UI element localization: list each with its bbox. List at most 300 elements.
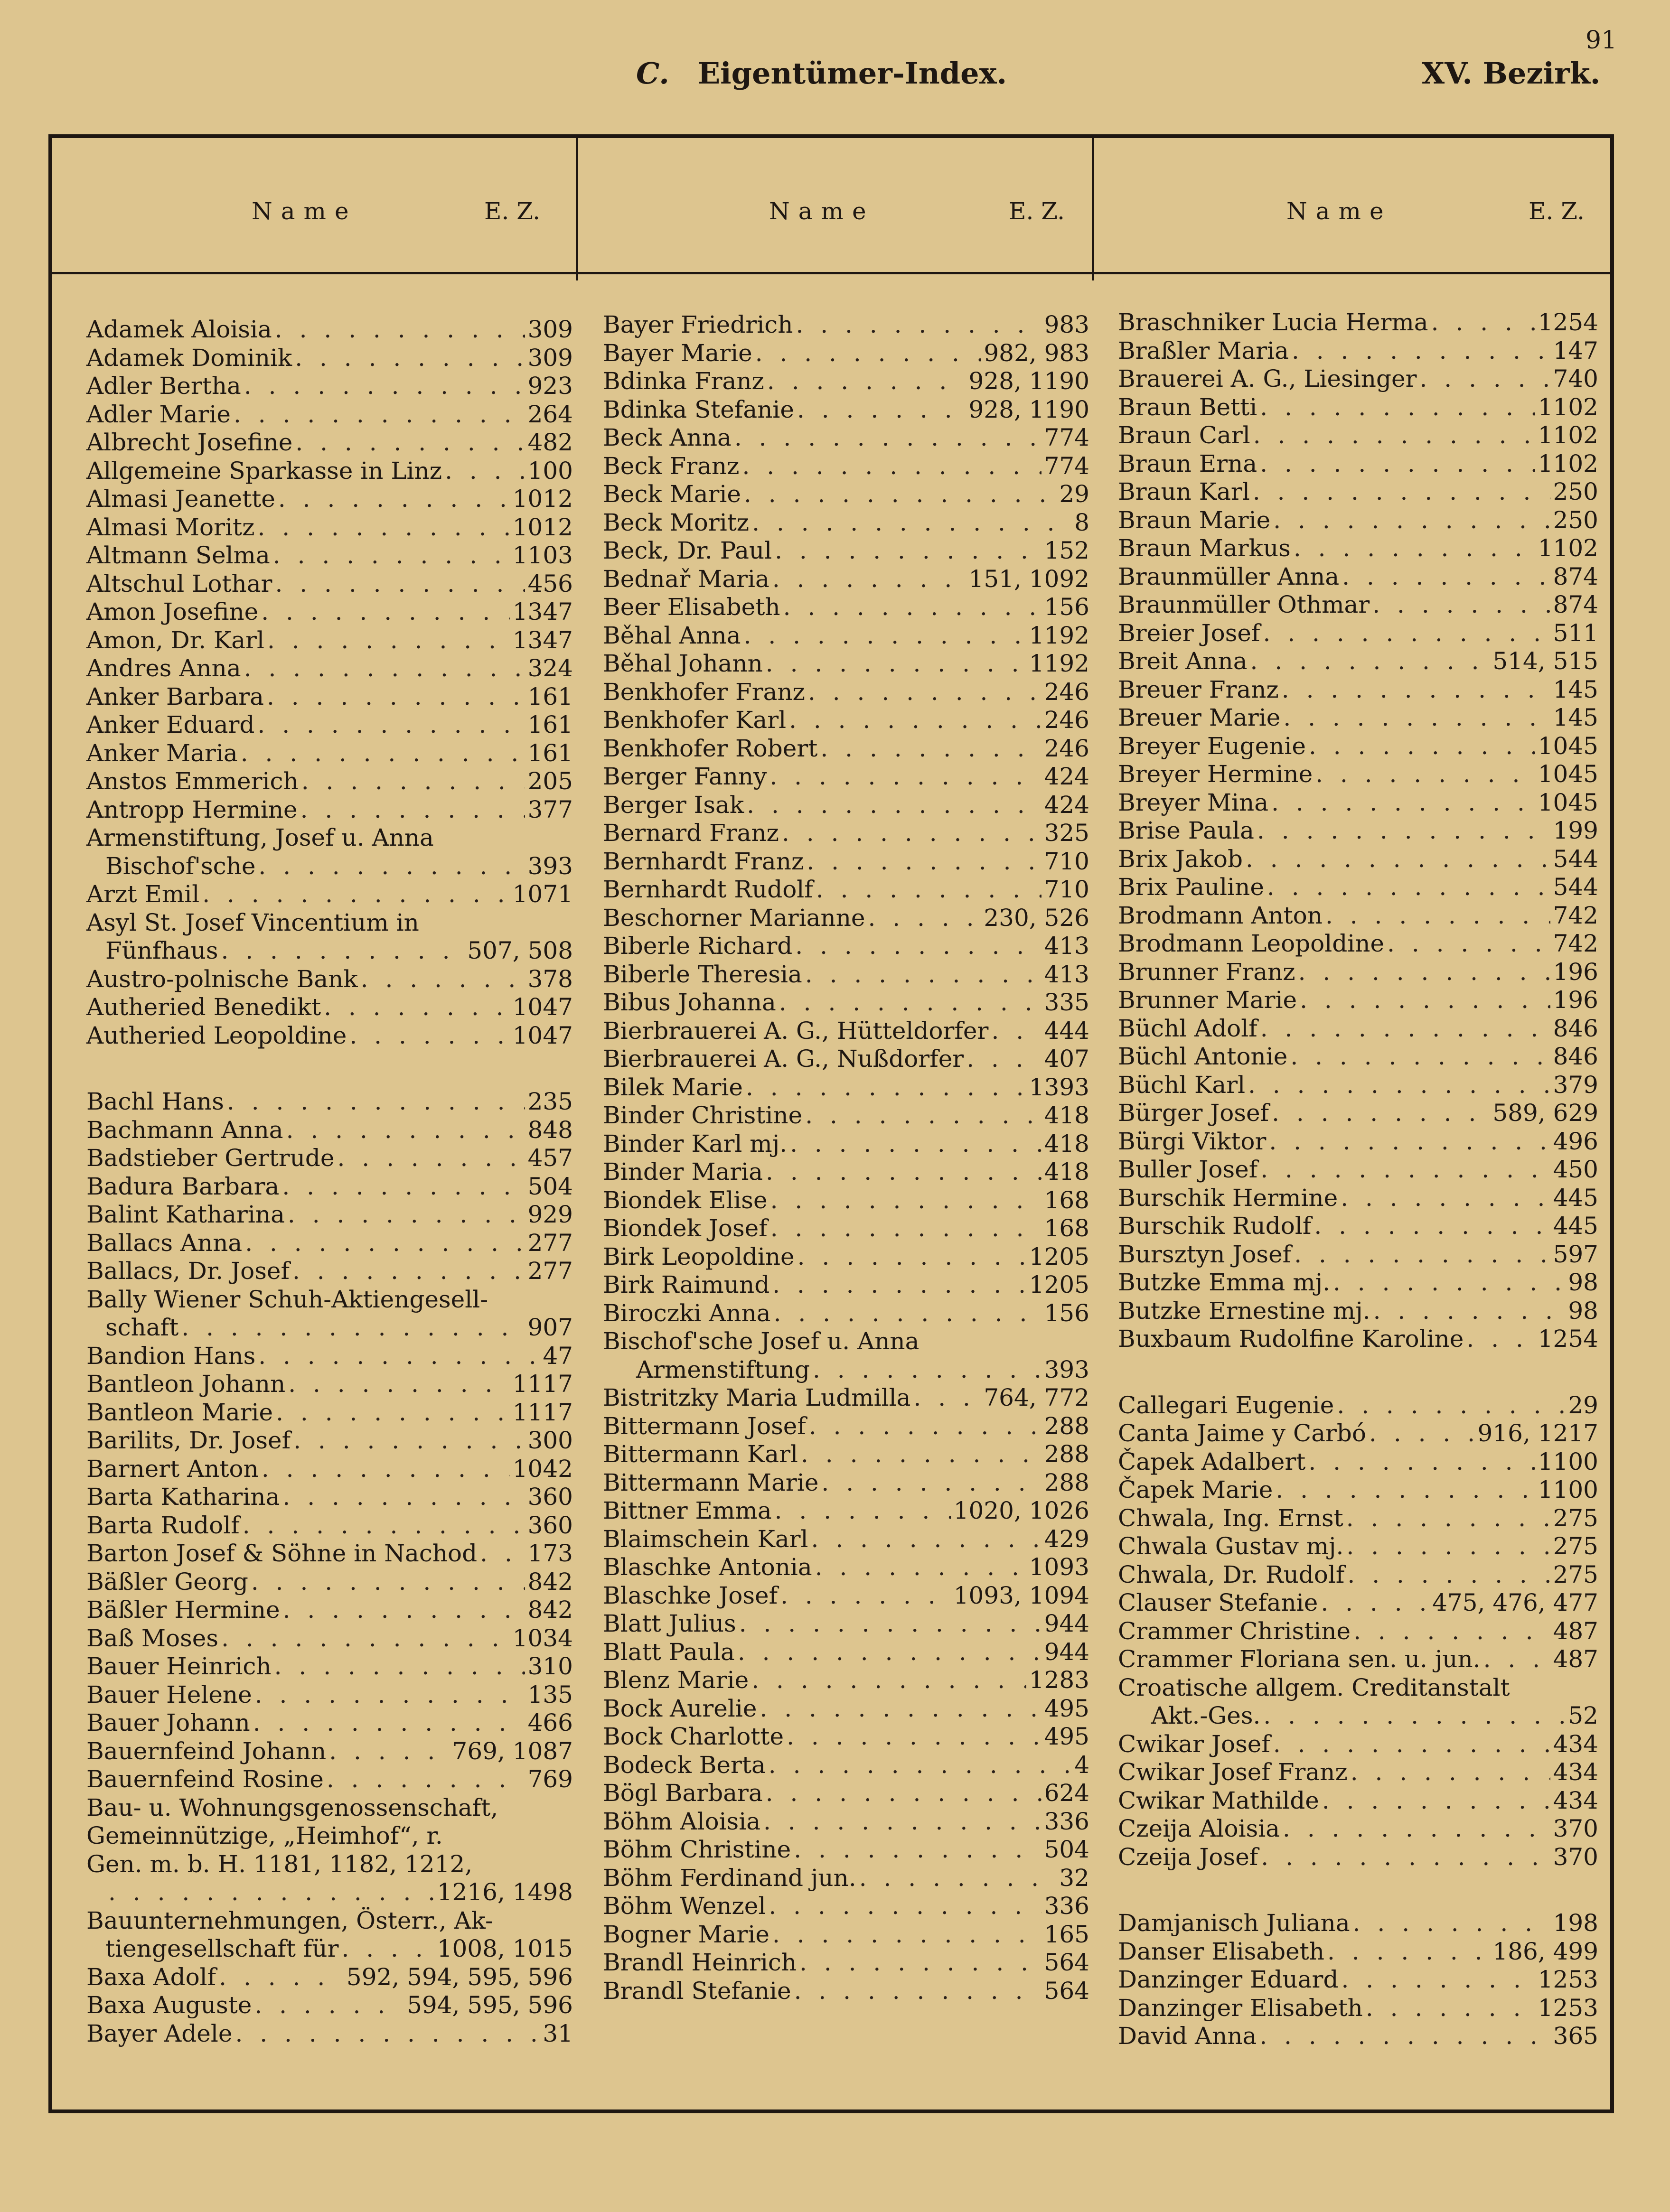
owner-name: Anstos Emmerich — [86, 767, 299, 795]
index-entry — [86, 1144, 573, 1173]
leader-dots — [741, 622, 1026, 650]
leader-dots — [232, 2020, 540, 2048]
owner-name: Allgemeine Sparkasse in Linz — [86, 457, 442, 485]
index-entry — [1118, 1843, 1598, 1872]
entry-name-continued: Bau- u. Wohnungsgenossenschaft, — [86, 1793, 498, 1821]
owner-name: Adler Marie — [86, 400, 231, 428]
index-entry — [1118, 1043, 1598, 1071]
owner-name: Altschul Lothar — [86, 569, 272, 597]
leader-dots — [1417, 365, 1550, 393]
index-entry — [1118, 1184, 1598, 1213]
ez-number: 393 — [527, 852, 573, 880]
ez-number: 365 — [1553, 2022, 1598, 2050]
ez-number: 413 — [1044, 932, 1089, 960]
ez-number: 1216, 1498 — [437, 1878, 573, 1906]
ez-number: 173 — [527, 1540, 573, 1567]
owner-name: Fünfhaus — [105, 937, 218, 964]
leader-dots — [1305, 1448, 1535, 1476]
owner-name: Butzke Ernestine mj. — [1118, 1297, 1370, 1325]
index-entry — [1118, 2022, 1598, 2051]
ez-number: 846 — [1553, 1014, 1598, 1042]
ez-number: 1393 — [1029, 1073, 1089, 1101]
index-entry — [603, 932, 1089, 961]
index-entry — [86, 344, 573, 373]
leader-dots — [1338, 1966, 1535, 1994]
leader-dots — [784, 1723, 1041, 1751]
ez-number: 1012 — [512, 485, 573, 513]
leader-dots — [760, 1808, 1041, 1836]
leader-dots — [1243, 845, 1550, 874]
ez-number: 1045 — [1538, 760, 1598, 788]
leader-dots — [264, 626, 510, 655]
leader-dots — [272, 1652, 525, 1681]
ez-number: 277 — [527, 1229, 573, 1257]
index-entry — [603, 1892, 1089, 1921]
owner-name: Czeija Josef — [1118, 1843, 1258, 1871]
owner-name: Bandion Hans — [86, 1342, 256, 1370]
owner-name: Büchl Adolf — [1118, 1014, 1257, 1042]
leader-dots — [258, 598, 509, 626]
entry-name-continued: Gen. m. b. H. 1181, 1182, 1212, — [86, 1850, 473, 1878]
ez-number: 275 — [1553, 1560, 1598, 1588]
ez-number: 196 — [1553, 958, 1598, 986]
index-entry — [1118, 1099, 1598, 1128]
leader-dots — [735, 1638, 1041, 1667]
leader-dots — [769, 1921, 1041, 1949]
owner-name: Barta Katharina — [86, 1483, 280, 1511]
leader-dots — [1270, 506, 1550, 535]
ez-number: 487 — [1553, 1617, 1598, 1645]
ez-number: 300 — [527, 1427, 573, 1454]
leader-dots — [865, 904, 981, 933]
leader-dots — [768, 1186, 1041, 1215]
index-entry — [86, 1455, 573, 1484]
leader-dots — [218, 937, 464, 965]
leader-dots — [1273, 1476, 1535, 1504]
leader-dots — [763, 650, 1026, 678]
ez-number: 1253 — [1538, 1966, 1598, 1993]
ez-number: 335 — [1044, 989, 1089, 1016]
ez-number: 1254 — [1538, 1325, 1598, 1353]
ez-number: 1102 — [1538, 449, 1598, 477]
index-entry — [86, 1201, 573, 1229]
leader-dots — [254, 711, 525, 739]
ez-number: 168 — [1044, 1186, 1089, 1214]
ez-number: 1192 — [1029, 650, 1089, 677]
ez-number: 597 — [1553, 1240, 1598, 1268]
owner-name: Barnert Anton — [86, 1455, 259, 1483]
index-entry — [1118, 365, 1598, 393]
ez-number: 147 — [1553, 336, 1598, 364]
leader-dots — [216, 1963, 344, 1992]
ez-number: 379 — [1553, 1071, 1598, 1099]
owner-name: Antropp Hermine — [86, 795, 298, 823]
owner-name: Bayer Adele — [86, 2019, 233, 2047]
index-entry — [603, 735, 1089, 763]
ez-number: 929 — [527, 1201, 573, 1228]
owner-name: Autheried Leopoldine — [86, 1021, 347, 1049]
index-entry — [86, 1737, 573, 1766]
ez-number: 235 — [527, 1088, 573, 1115]
index-entry — [86, 1963, 573, 1992]
leader-dots — [255, 852, 525, 881]
column-header-name: Name — [769, 197, 875, 225]
leader-dots — [242, 1229, 525, 1258]
index-entry — [86, 1088, 573, 1116]
index-entry — [1118, 1966, 1598, 1994]
leader-dots — [299, 767, 525, 796]
leader-dots — [1370, 591, 1550, 619]
index-entry — [1118, 619, 1598, 648]
index-entry — [603, 1384, 1089, 1412]
ez-number: 360 — [527, 1511, 573, 1539]
owner-name: Clauser Stefanie — [1118, 1589, 1318, 1616]
leader-dots — [1280, 704, 1550, 732]
ez-number: 923 — [527, 372, 573, 400]
leader-dots — [285, 1370, 510, 1399]
ez-number: 8 — [1074, 508, 1089, 536]
owner-name: Danzinger Elisabeth — [1118, 1994, 1363, 2022]
owner-name: Bauer Helene — [86, 1680, 252, 1708]
leader-dots — [1250, 421, 1535, 450]
leader-dots — [1295, 958, 1550, 987]
index-entry — [86, 429, 573, 457]
owner-name: Bachl Hans — [86, 1088, 224, 1115]
column-divider — [576, 138, 578, 280]
ez-number: 589, 629 — [1492, 1099, 1598, 1127]
index-entry — [603, 848, 1089, 876]
leader-dots — [1384, 930, 1550, 958]
index-entry — [603, 1186, 1089, 1215]
entry-name-continued: Armenstiftung, Josef u. Anna — [86, 824, 434, 851]
ez-number: 928, 1190 — [968, 367, 1089, 395]
leader-dots — [1266, 1128, 1550, 1156]
index-entry — [86, 1709, 573, 1737]
owner-name: Austro-polnische Bank — [86, 965, 358, 993]
ez-number: 196 — [1553, 986, 1598, 1014]
ez-number: 564 — [1044, 1977, 1089, 2005]
index-entry — [86, 2020, 573, 2048]
leader-dots — [778, 1582, 951, 1610]
leader-dots — [1370, 1297, 1566, 1325]
owner-name: Böhm Wenzel — [603, 1892, 766, 1920]
ez-number: 418 — [1044, 1129, 1089, 1157]
leader-dots — [769, 1271, 1026, 1299]
owner-name: Altmann Selma — [86, 541, 270, 569]
leader-dots — [280, 1483, 525, 1512]
owner-name: Adler Bertha — [86, 372, 241, 400]
index-entry — [1118, 1645, 1598, 1674]
ez-number: 916, 1217 — [1477, 1419, 1598, 1447]
leader-dots — [769, 565, 966, 594]
leader-dots — [1313, 760, 1535, 789]
owner-name: Berger Isak — [603, 791, 744, 819]
index-entry — [603, 593, 1089, 622]
owner-name: Autheried Benedikt — [86, 993, 321, 1021]
leader-dots — [806, 1412, 1041, 1441]
leader-dots — [272, 570, 525, 598]
ez-number: 246 — [1044, 734, 1089, 762]
index-entry — [603, 1779, 1089, 1808]
ez-number: 168 — [1044, 1214, 1089, 1242]
leader-dots — [324, 1765, 525, 1794]
entry-name-continued: Bally Wiener Schuh-Aktiengesell- — [86, 1285, 488, 1313]
ez-number: 47 — [543, 1342, 573, 1370]
ez-number: 156 — [1044, 593, 1089, 621]
leader-dots — [744, 791, 1041, 820]
column-header-ez: E. Z. — [1009, 197, 1065, 225]
index-entry — [1118, 1128, 1598, 1156]
index-entry — [86, 1794, 573, 1907]
leader-dots — [335, 1144, 525, 1173]
leader-dots — [776, 989, 1041, 1017]
index-entry — [86, 1022, 573, 1050]
owner-name: Braßler Maria — [1118, 336, 1289, 364]
index-entry — [86, 598, 573, 626]
owner-name: Butzke Emma mj. — [1118, 1269, 1330, 1296]
ez-number: 429 — [1044, 1525, 1089, 1553]
leader-dots — [964, 1045, 1041, 1073]
index-entry — [1118, 1419, 1598, 1448]
page-number: 91 — [1586, 26, 1617, 55]
owner-name: Brandl Stefanie — [603, 1977, 791, 2005]
leader-dots — [1348, 1758, 1550, 1787]
owner-name: Bdinka Franz — [603, 367, 764, 395]
owner-name: Breyer Mina — [1118, 788, 1269, 816]
ez-number: 199 — [1553, 817, 1598, 844]
leader-dots — [1334, 1391, 1565, 1420]
owner-name: Böhm Aloisia — [603, 1807, 761, 1835]
index-entry — [603, 763, 1089, 791]
ez-number: 250 — [1553, 506, 1598, 534]
index-entry — [1118, 1448, 1598, 1476]
leader-dots — [772, 537, 1041, 565]
index-entry — [1118, 450, 1598, 478]
ez-number: 1254 — [1538, 308, 1598, 336]
owner-name: Burschik Hermine — [1118, 1184, 1338, 1212]
ez-number: 275 — [1553, 1532, 1598, 1560]
owner-name: Almasi Jeanette — [86, 485, 275, 513]
index-entry — [1118, 534, 1598, 563]
owner-name: Ballacs, Dr. Josef — [86, 1257, 290, 1285]
owner-name: Biberle Richard — [603, 932, 793, 960]
owner-name: Bauer Heinrich — [86, 1652, 272, 1680]
owner-name: Braun Betti — [1118, 393, 1257, 421]
column-header-ez: E. Z. — [1529, 197, 1585, 225]
ez-number: 1045 — [1538, 788, 1598, 816]
ez-number: 310 — [527, 1652, 573, 1680]
index-entry — [1118, 1617, 1598, 1646]
leader-dots — [988, 1017, 1041, 1045]
owner-name: Brix Pauline — [1118, 873, 1264, 901]
ez-number: 246 — [1044, 678, 1089, 706]
index-entry — [603, 1666, 1089, 1695]
ez-number: 544 — [1553, 845, 1598, 873]
index-entry — [603, 1808, 1089, 1836]
leader-dots — [275, 485, 510, 513]
ez-number: 466 — [527, 1709, 573, 1736]
index-entry — [1118, 1504, 1598, 1533]
ez-number: 186, 499 — [1492, 1937, 1598, 1965]
index-entry — [603, 565, 1089, 594]
index-entry — [603, 1158, 1089, 1186]
ez-number: 1020, 1026 — [953, 1497, 1089, 1524]
owner-name: Damjanisch Juliana — [1118, 1909, 1350, 1937]
leader-dots — [1319, 1787, 1550, 1815]
ez-number: 444 — [1044, 1017, 1089, 1045]
owner-name: Běhal Anna — [603, 621, 741, 649]
leader-dots — [741, 480, 1056, 509]
index-entry — [1118, 1212, 1598, 1241]
owner-name: Brise Paula — [1118, 817, 1254, 844]
ez-number: 1102 — [1538, 393, 1598, 421]
leader-dots — [766, 1751, 1071, 1780]
owner-name: Bernhardt Franz — [603, 847, 804, 875]
index-entry — [86, 767, 573, 796]
leader-dots — [1291, 534, 1535, 563]
owner-name: Bittermann Marie — [603, 1468, 819, 1496]
ez-number: 161 — [527, 739, 573, 767]
owner-name: Bürgi Viktor — [1118, 1127, 1267, 1155]
owner-name: Benkhofer Franz — [603, 678, 805, 706]
ez-number: 288 — [1044, 1468, 1089, 1496]
ez-number: 511 — [1553, 619, 1598, 647]
index-entry — [86, 909, 573, 965]
owner-name: Biroczki Anna — [603, 1299, 771, 1327]
leader-dots — [804, 848, 1041, 876]
index-entry — [86, 1370, 573, 1399]
owner-name: Büchl Antonie — [1118, 1043, 1288, 1070]
index-entry — [1118, 1938, 1598, 1966]
owner-name: Breuer Franz — [1118, 675, 1279, 703]
ez-number: 230, 526 — [984, 904, 1089, 932]
owner-name: Bilek Marie — [603, 1073, 743, 1101]
index-entry — [603, 1553, 1089, 1582]
leader-dots — [1311, 1212, 1550, 1241]
index-entry — [86, 1512, 573, 1540]
owner-name: Büchl Karl — [1118, 1071, 1246, 1099]
index-entry — [1118, 1241, 1598, 1269]
owner-name: Brix Jakob — [1118, 845, 1243, 873]
owner-name: Adamek Aloisia — [86, 316, 272, 343]
index-entry — [1118, 506, 1598, 535]
ez-number: 1093, 1094 — [953, 1581, 1089, 1609]
leader-dots — [1323, 902, 1550, 930]
owner-name: Binder Karl mj. — [603, 1129, 788, 1157]
index-entry — [603, 876, 1089, 904]
ez-number: 1102 — [1538, 534, 1598, 562]
owner-name: Braun Carl — [1118, 421, 1250, 449]
ez-number: 874 — [1553, 591, 1598, 618]
leader-dots — [812, 1553, 1026, 1582]
ez-number: 336 — [1044, 1892, 1089, 1920]
leader-dots — [1291, 1241, 1550, 1269]
index-entry — [1118, 817, 1598, 845]
owner-name: Crammer Christine — [1118, 1617, 1351, 1645]
ez-number: 944 — [1044, 1610, 1089, 1637]
leader-dots — [1297, 986, 1550, 1015]
index-entry — [603, 1440, 1089, 1469]
index-entry — [603, 791, 1089, 820]
index-entry — [603, 339, 1089, 368]
owner-name: Anker Barbara — [86, 682, 264, 710]
owner-name: Biondek Elise — [603, 1186, 768, 1214]
owner-name: Blenz Marie — [603, 1666, 749, 1694]
index-entry — [86, 1652, 573, 1681]
owner-name: Buxbaum Rudolfine Karoline — [1118, 1325, 1464, 1353]
ez-number: 457 — [527, 1144, 573, 1172]
index-entry — [1118, 1325, 1598, 1353]
leader-dots — [787, 1130, 1041, 1158]
column-1-header — [252, 197, 541, 225]
index-entry — [603, 1949, 1089, 1977]
index-entry — [86, 654, 573, 683]
index-entry — [603, 1271, 1089, 1299]
ez-number: 145 — [1553, 704, 1598, 731]
index-entry — [603, 424, 1089, 452]
owner-name: Bock Aurelie — [603, 1694, 757, 1722]
leader-dots — [1270, 1730, 1550, 1759]
leader-dots — [1257, 1015, 1550, 1043]
leader-dots — [749, 509, 1071, 537]
index-entry — [86, 1173, 573, 1201]
leader-dots — [817, 735, 1041, 763]
index-entry — [1118, 1476, 1598, 1504]
ez-number: 407 — [1044, 1045, 1089, 1073]
ez-number: 325 — [1044, 819, 1089, 847]
ez-number: 1347 — [512, 626, 573, 654]
owner-name: David Anna — [1118, 2022, 1257, 2050]
ez-number: 1012 — [512, 513, 573, 541]
index-entry — [1118, 1787, 1598, 1815]
leader-dots — [273, 1399, 510, 1427]
index-entry — [86, 1624, 573, 1653]
owner-name: Buller Josef — [1118, 1156, 1258, 1183]
owner-name: Braun Markus — [1118, 534, 1291, 562]
owner-name: Böhm Ferdinand jun. — [603, 1864, 856, 1892]
index-entry — [1118, 1391, 1598, 1420]
ez-number: 1045 — [1538, 732, 1598, 760]
index-entry — [603, 509, 1089, 537]
leader-dots — [1330, 1269, 1565, 1297]
ez-number: 592, 594, 595, 596 — [346, 1963, 573, 1991]
ez-number: 1047 — [512, 993, 573, 1021]
column-2-header — [769, 197, 1065, 225]
index-entry — [603, 1299, 1089, 1328]
leader-dots — [752, 339, 981, 368]
leader-dots — [1257, 2022, 1550, 2051]
ez-number: 874 — [1553, 562, 1598, 590]
leader-dots — [224, 1088, 525, 1116]
index-entry — [603, 1610, 1089, 1638]
owner-name: Barton Josef & Söhne in Nachod — [86, 1540, 478, 1567]
leader-dots — [241, 372, 525, 401]
ez-number: 324 — [527, 654, 573, 682]
leader-dots — [252, 1681, 525, 1709]
owner-name: Bierbrauerei A. G., Hütteldorfer — [603, 1017, 989, 1045]
owner-name: Burschik Rudolf — [1118, 1212, 1312, 1240]
ez-number: 564 — [1044, 1949, 1089, 1976]
ez-number: 740 — [1553, 365, 1598, 392]
ez-number: 161 — [527, 711, 573, 738]
ez-number: 418 — [1044, 1101, 1089, 1129]
owner-name: Beck, Dr. Paul — [603, 537, 772, 564]
leader-dots — [732, 424, 1041, 452]
owner-name: Beck Moritz — [603, 508, 750, 536]
ez-number: 983 — [1044, 311, 1089, 338]
index-entry — [603, 367, 1089, 396]
ez-number: 32 — [1059, 1864, 1089, 1892]
